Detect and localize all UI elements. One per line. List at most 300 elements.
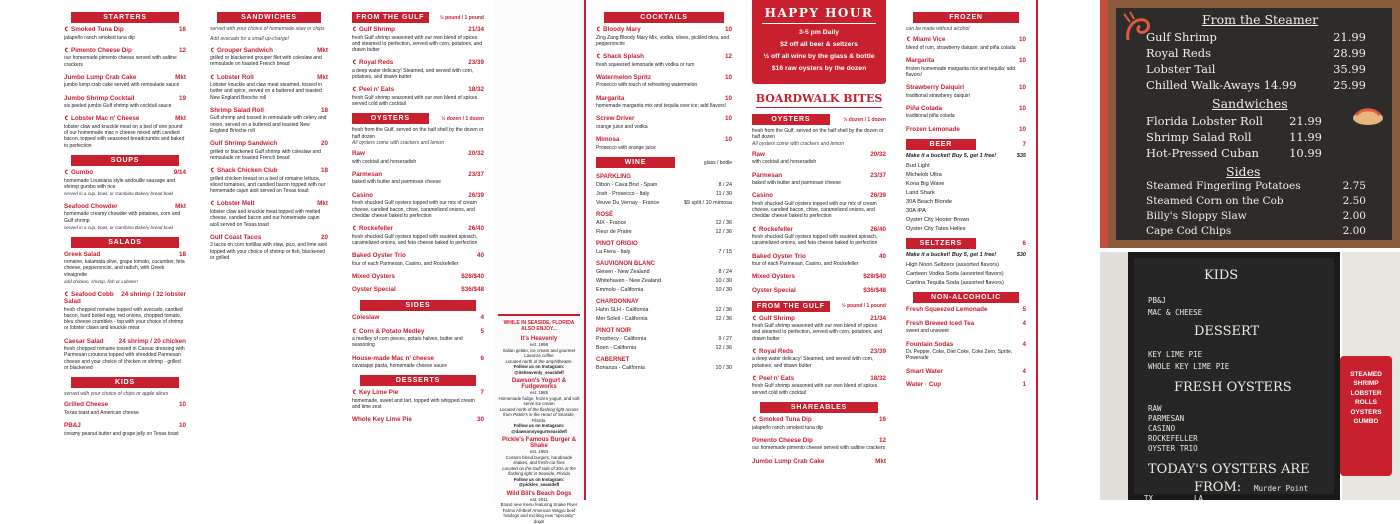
menu-item-name-text: Rockefeller	[759, 225, 793, 233]
beer-bucket-text: Make it a bucket! Buy 5, get 1 free!	[906, 153, 997, 160]
menu-item-name-text: PB&J	[64, 422, 81, 430]
chalk-item: Hot-Pressed Cuban	[1146, 146, 1259, 160]
shrimp-icon	[352, 86, 357, 92]
menu-item-price: Mkt	[875, 457, 886, 465]
beer-list-item: Michelob Ultra	[906, 172, 942, 179]
wine-name: Emmolo - California	[596, 287, 644, 294]
menu-item-name-text: Key Lime Pie	[359, 389, 399, 397]
seaside-shop-ig: Follow us on Instagram: @pickles_seasidefl	[513, 476, 565, 487]
menu-item-price: 18	[178, 250, 186, 258]
menu-item	[906, 105, 1026, 120]
seaside-shop-ig: Follow us on Instagram: @itsheavenly_seasidefl	[513, 364, 565, 375]
sides-heading: Sides	[1226, 164, 1261, 179]
menu-item-row	[64, 26, 186, 34]
menu-item-name-text: Grouper Sandwich	[217, 46, 273, 54]
menu-item-row	[64, 251, 186, 259]
menu-item-price: 4	[480, 313, 484, 321]
happy-hour-divider	[762, 23, 876, 24]
menu-item-description: Gulf shrimp and tossed in remoulade with celery and onion, served on a buttered and toasted New England Brioche roll	[210, 115, 327, 134]
seaside-shop-desc: Italian gelato, ice cream and gourmet Lavazza coffee	[502, 347, 576, 358]
menu-item	[352, 314, 484, 322]
menu-item-row	[210, 107, 328, 115]
menu-item-name-text: Pimento Cheese Dip	[752, 436, 813, 444]
menu-item-name	[64, 47, 132, 55]
menu-item-price: 12	[878, 436, 886, 444]
menu-item-name	[752, 151, 765, 159]
board-text: OYSTER TRIO	[1148, 444, 1198, 453]
sandwiches-list	[200, 0, 338, 261]
menu-item-name-text: Shack Splash	[603, 53, 644, 61]
section-note: ½ pound / 1 pound	[841, 303, 886, 310]
board-text: CASINO	[1148, 424, 1176, 433]
beer-list-item: Kona Big Wave	[906, 181, 945, 188]
menu-item-name	[906, 57, 934, 65]
chalk-item: Steamed Fingerling Potatoes	[1146, 180, 1301, 192]
menu-item-row	[352, 59, 484, 67]
menu-item-row	[906, 320, 1026, 328]
menu-item-row	[352, 286, 484, 294]
menu-item-name-text: Margarita	[596, 94, 625, 102]
menu-item	[752, 375, 886, 396]
chalkboard-photo	[1100, 0, 1400, 248]
section-header: SALADS	[71, 237, 178, 248]
menu-item-description: a medley of corn pieces, potato halves, butter and seasoning	[352, 336, 463, 349]
menu-item-name	[210, 234, 261, 242]
menu-item-price: 26/39	[870, 192, 886, 200]
menu-item-price: 26/39	[468, 191, 484, 199]
board-text: LA	[1194, 494, 1204, 503]
wine-row	[596, 336, 732, 342]
menu-item-row	[906, 341, 1026, 349]
wine-price: 12 / 36	[715, 220, 732, 227]
beer-list-item: Oyster City Hooter Brown	[906, 217, 970, 224]
menu-item-name-text: Smart Water	[906, 367, 943, 375]
chalk-price: 11.99	[1289, 130, 1322, 144]
red-sign	[1340, 356, 1392, 476]
board-text: KIDS	[1204, 268, 1239, 283]
menu-item-name-text: Coleslaw	[352, 313, 380, 321]
board-text: DESSERT	[1194, 324, 1260, 339]
menu-item-description: four of each Parmesan, Casino, and Rockefeller	[352, 260, 459, 267]
drinks-list	[896, 0, 1036, 389]
section-header-row	[352, 12, 484, 23]
menu-item-name	[752, 375, 794, 383]
menu-item-name-text: Miami Vice	[913, 36, 946, 44]
menu-item-name-text: Royal Reds	[359, 59, 394, 67]
wine-price: 12 / 36	[715, 307, 732, 314]
seaside-shop-loc: Located north of the amphitheater.	[505, 358, 573, 364]
section-header: SHAREABLES	[760, 402, 878, 413]
menu-item-name	[596, 53, 644, 61]
menu-item-name	[906, 368, 943, 376]
menu-item	[752, 226, 886, 247]
seaside-shop-est: est. 1998	[529, 342, 549, 347]
menu-item-price: 10	[724, 136, 732, 144]
menu-item-row	[64, 95, 186, 103]
menu-item-name-text: Strawberry Daiquiri	[906, 84, 965, 92]
menu-item-name-text: Casino	[752, 192, 773, 200]
menu-item	[906, 84, 1026, 99]
menu-item-row	[352, 273, 484, 281]
panel-gap	[1038, 0, 1098, 500]
menu-item-description: fresh Gulf shrimp seasoned with our own blend of spices served cold with cocktail	[752, 383, 878, 396]
boardwalk-divider	[756, 107, 882, 108]
menu-item-description: homemade, sweet and tart, topped with whipped cream and lime zest	[352, 397, 475, 411]
menu-item	[210, 234, 328, 261]
menu-item-name	[752, 172, 782, 180]
section-header: SANDWICHES	[217, 12, 321, 23]
menu-item-name-text: Raw	[352, 150, 365, 158]
chalk-price: 25.99	[1333, 78, 1366, 92]
menu-item	[352, 171, 484, 186]
oysters-note: All oysters come with crackers and lemon	[352, 139, 444, 146]
menu-item-price: Mkt	[317, 46, 328, 54]
menu-item-name-text: Fountain Sodas	[906, 340, 954, 348]
menu-item	[752, 458, 886, 466]
menu-item	[352, 286, 484, 294]
menu-item-price: 40	[878, 252, 886, 260]
menu-item-name	[210, 167, 278, 175]
menu-item-price: $36/$48	[461, 286, 484, 294]
menu-item-row	[596, 53, 732, 61]
menu-item-description: Texas toast and American cheese	[64, 410, 139, 417]
menu-item-description: orange juice and vodka	[596, 123, 648, 130]
menu-item-description: Prosecco with touch of refreshing watermelon	[596, 82, 698, 89]
wine-name: Mer Soleil - California	[596, 316, 648, 323]
avocado-note: Add avocado for a small up-charge!	[210, 36, 289, 43]
seaside-shop-est: est. 1993	[529, 449, 549, 454]
menu-item-description: traditional strawberry daiquiri	[906, 92, 970, 99]
menu-column-seaside	[494, 0, 584, 524]
menu-item-name	[906, 126, 960, 134]
shrimp-icon	[906, 36, 911, 42]
menu-item-price: 18	[320, 106, 328, 114]
menu-item-description: Zing Zang Bloody Mary Mix, vodka, olives, pickled okra, and pepperoncini	[596, 34, 730, 47]
menu-item-name	[210, 74, 254, 82]
menu-item-name	[596, 26, 641, 34]
menu-item-name-text: Jumbo Shrimp Cocktail	[64, 94, 135, 102]
menu-item-name-text: Oyster Special	[352, 286, 396, 294]
menu-item-name	[752, 437, 813, 445]
menu-item-row	[752, 226, 886, 234]
menu-item-price: 21/34	[468, 26, 484, 33]
menu-column-sandwiches	[200, 0, 338, 500]
sign-text: ROLLS	[1354, 399, 1378, 407]
menu-item-description: jumbo lump crab cake served with remoulade sauce	[64, 82, 180, 89]
menu-item-name	[752, 226, 793, 234]
menu-item-name	[64, 338, 104, 346]
section-header: NON-ALCOHOLIC	[913, 292, 1019, 303]
sandwich-note: served with your choice of homemade slaw or chips	[210, 26, 325, 32]
menu-item-description: traditional piña colada	[906, 113, 955, 120]
menu-item-name	[906, 84, 964, 92]
shrimp-icon	[210, 200, 215, 206]
menu-item-description: a deep water delicacy! Steamed, and served with corn, potatoes, and drawn butter	[352, 67, 474, 81]
menu-item-price: 4	[1022, 340, 1026, 348]
menu-item-name	[906, 381, 941, 389]
menu-item-row	[352, 150, 484, 158]
menu-item-name	[906, 306, 988, 314]
menu-column-starters	[0, 0, 196, 500]
menu-item-price: $28/$40	[863, 273, 886, 281]
seaside-shop-desc: Homemade fudge, frozen yogurt, and soft serve ice cream	[498, 395, 580, 406]
sign-text: OYSTERS	[1350, 408, 1382, 416]
menu-item-name	[906, 320, 974, 328]
menu-item-name	[210, 47, 273, 55]
menu-item-price: 40	[476, 252, 484, 260]
menu-item	[596, 74, 732, 89]
wine-name: Prophecy - California	[596, 336, 647, 343]
menu-item-name	[352, 86, 394, 94]
menu-item-price: 18/32	[870, 374, 886, 382]
menu-item-row	[906, 306, 1026, 314]
menu-item-row	[352, 252, 484, 260]
menu-item-row	[352, 171, 484, 179]
menu-item-name	[596, 136, 619, 144]
menu-item-row	[596, 26, 732, 34]
menu-item-name-text: Fresh Squeezed Lemonade	[906, 306, 988, 314]
menu-item-name-text: Pimento Cheese Dip	[71, 46, 132, 54]
shrimp-icon	[352, 225, 357, 231]
menu-item	[752, 172, 886, 187]
oysters-description: fresh from the Gulf, served on the half shell by the dozen or half dozen	[352, 127, 484, 140]
menu-column-drinks	[896, 0, 1038, 500]
menu-item	[906, 126, 1026, 134]
section-header-row	[906, 238, 1026, 249]
menu-item	[352, 389, 484, 410]
menu-item-note: add chicken, shrimp, fish or Lobster!	[64, 278, 138, 284]
wine-group-name: ROSÉ	[596, 212, 614, 219]
menu-item-row	[64, 422, 186, 430]
shrimp-icon	[752, 416, 757, 422]
menu-item-name	[64, 95, 134, 103]
board-text: TX	[1144, 494, 1154, 503]
menu-item	[906, 36, 1026, 51]
menu-item	[596, 136, 732, 151]
kids-board-photo	[1100, 252, 1400, 503]
chalk-item: Royal Reds	[1146, 46, 1211, 60]
menu-item-row	[906, 381, 1026, 389]
menu-item-name	[352, 389, 398, 397]
menu-item-description: fresh shucked Gulf oysters topped with our mix of cream cheese, candied bacon, chive, caramelized onions, and cheddar cheese baked to perfection	[352, 200, 477, 219]
menu-item-description: sweet and unsweet	[906, 328, 949, 335]
menu-item-description: homemade creamy chowder with potatoes, corn and Gulf shrimp	[64, 211, 181, 224]
menu-item-name	[64, 203, 118, 211]
seaside-shop-est: est. 1985	[529, 390, 549, 395]
menu-item-name	[752, 273, 795, 281]
menu-item	[906, 341, 1026, 362]
shrimp-icon	[64, 169, 69, 175]
menu-item	[210, 47, 328, 68]
menu-item-name	[352, 328, 424, 336]
menu-item-price: 24 shrimp / 20 chicken	[118, 337, 186, 345]
menu-item	[752, 192, 886, 219]
chalkboard	[1108, 0, 1400, 248]
menu-item-name-text: Jumbo Lump Crab Cake	[752, 457, 825, 465]
beer-list-item: 30A Beach Blonde	[906, 199, 953, 206]
menu-item-row	[352, 86, 484, 94]
menu-item-description: with cocktail and horseradish	[352, 158, 417, 165]
menu-item-name	[352, 416, 412, 424]
seaside-shop-est: est. 2011	[530, 496, 548, 502]
menu-item-name	[906, 105, 942, 113]
happy-hour-box	[752, 0, 886, 84]
menu-item-price: 19	[178, 94, 186, 102]
shrimp-icon	[210, 74, 215, 80]
menu-item-name	[752, 416, 812, 424]
menu-item-name	[210, 140, 277, 148]
wine-row	[596, 316, 732, 322]
section-header: KIDS	[71, 377, 178, 388]
menu-item-row	[352, 416, 484, 424]
menu-item	[210, 107, 328, 134]
seaside-shop-name: Dawson's Yogurt & Fudgeworks	[511, 378, 567, 390]
sign-text: SHRIMP	[1353, 380, 1379, 388]
menu-item	[64, 74, 186, 89]
wine-price: 8 / 24	[718, 269, 732, 276]
menu-item-name-text: Peel n' Eats	[759, 374, 795, 382]
boardwalk-bites-title: BOARDWALK BITES	[755, 92, 883, 105]
menu-item	[352, 416, 484, 424]
menu-item-row	[596, 136, 732, 144]
menu-item	[596, 26, 732, 47]
seaside-shop-ig: Follow us on Instagram: @dawsonsyogurtseasidefl	[511, 423, 567, 434]
menu-item-row	[906, 126, 1026, 134]
menu-item-description: with cocktail and horseradish	[752, 159, 817, 166]
menu-item	[352, 252, 484, 267]
menu-item	[906, 320, 1026, 335]
menu-item-name-text: Fresh Brewed Iced Tea	[906, 319, 975, 327]
menu-item-price: 23/37	[870, 171, 886, 179]
menu-item-name	[64, 251, 100, 259]
wine-price: 11 / 30	[715, 191, 732, 198]
menu-item-name-text: Margarita	[906, 57, 935, 65]
menu-item-name	[352, 314, 379, 322]
seltzers-price: 6	[1022, 240, 1026, 248]
menu-item-row	[352, 26, 484, 34]
menu-item	[64, 115, 186, 149]
wine-group-name: SAUVIGNON BLANC	[596, 261, 656, 268]
menu-item-price: 10	[724, 73, 732, 81]
wine-group-name: CABERNET	[596, 357, 630, 364]
section-header-row	[352, 113, 484, 124]
chalk-price: 21.99	[1333, 30, 1366, 44]
seltzers-list	[906, 262, 1026, 286]
menu-item-price: 21/34	[870, 314, 886, 322]
menu-item-description: four of each Parmesan, Casino, and Rockefeller	[752, 261, 859, 268]
sign-text: GUMBO	[1353, 418, 1379, 426]
menu-item	[596, 115, 732, 130]
wine-name: Whitehaven - New Zealand	[596, 278, 662, 285]
menu-item-description: blend of rum, strawberry daiquiri, and piña colada	[906, 44, 1016, 51]
menu-item	[64, 422, 186, 437]
menu-item-name-text: Jumbo Lump Crab Cake	[64, 73, 137, 81]
menu-item	[352, 355, 484, 370]
menu-item-row	[210, 140, 328, 148]
wine-name: Hahn SLH - California	[596, 307, 649, 314]
menu-item	[64, 338, 186, 372]
chalk-price: 28.99	[1333, 46, 1366, 60]
menu-item-name-text: Lobster Roll	[217, 73, 254, 81]
menu-item	[352, 59, 484, 80]
wine-row	[596, 249, 732, 255]
menu-item	[752, 287, 886, 295]
menu-item-price: Mkt	[175, 115, 186, 123]
menu-item-row	[906, 84, 1026, 92]
menu-item-row	[596, 115, 732, 123]
wine-row	[596, 287, 732, 293]
menu-item-row	[64, 74, 186, 82]
menu-item-row	[752, 172, 886, 180]
menu-column-gulf	[342, 0, 494, 500]
menu-item-name-text: Mimosa	[596, 136, 620, 144]
menu-item-name-text: Seafood Cobb Salad	[64, 290, 114, 306]
menu-item-name	[210, 200, 254, 208]
menu-item-name-text: Smoked Tuna Dip	[71, 26, 124, 33]
menu-item-row	[352, 225, 484, 233]
menu-item-name	[906, 36, 945, 44]
seltzers-bucket-text: Make it a bucket! Buy 5, get 1 free!	[906, 252, 997, 259]
menu-item-description: our homemade pimento cheese served with saltine crackers	[752, 445, 886, 452]
chalk-price: 35.99	[1333, 62, 1366, 76]
menu-item-row	[752, 315, 886, 323]
menu-item	[210, 140, 328, 161]
menu-item-row	[596, 95, 732, 103]
seaside-shop-name: Wild Bill's Beach Dogs	[506, 490, 572, 497]
menu-item-name	[352, 171, 382, 179]
menu-item-description: baked with butter and parmesan cheese	[352, 179, 441, 186]
menu-item-name-text: Seafood Chowder	[64, 202, 118, 210]
menu-item-price: 16	[878, 415, 886, 423]
menu-item-row	[64, 115, 186, 123]
menu-item-name-text: Piña Colada	[906, 104, 943, 112]
menu-item-name	[352, 26, 395, 34]
shrimp-icon	[596, 26, 601, 32]
shrimp-icon	[596, 53, 601, 59]
menu-item-name-text: Raw	[752, 150, 765, 158]
chalk-item: Billy's Sloppy Slaw	[1146, 210, 1247, 222]
menu-item-price: Mkt	[317, 200, 328, 208]
menu-item-row	[352, 355, 484, 363]
shrimp-icon	[64, 47, 69, 53]
menu-item-description: six peeled jumbo Gulf shrimp with cocktail sauce	[64, 103, 172, 110]
chalk-item: Lobster Tail	[1146, 62, 1216, 76]
menu-item-price: 4	[1022, 367, 1026, 375]
menu-item	[210, 74, 328, 101]
menu-item-description: Dr. Pepper, Coke, Diet Coke, Coke Zero, Sprite, Powerade	[906, 349, 1013, 362]
menu-item-description: a deep water delicacy! Steamed, and served with corn, potatoes, and drawn butter	[752, 356, 874, 369]
menu-item-row	[752, 437, 886, 445]
menu-item-price: 10	[724, 94, 732, 102]
menu-item-price: 12	[178, 46, 186, 54]
menu-item-name	[64, 169, 93, 177]
chalk-price: 2.50	[1342, 195, 1366, 207]
menu-item-name-text: Corn & Potato Medley	[359, 327, 425, 335]
menu-item-name	[906, 341, 953, 349]
menu-item-name-text: Greek Salad	[64, 250, 101, 258]
menu-item	[906, 381, 1026, 389]
menu-item	[906, 368, 1026, 376]
wine-name: La Fiera - Italy	[596, 249, 631, 256]
menu-item-note: served in a cup, bowl, or Gambino Bakery bread bowl	[64, 191, 174, 197]
menu-column-cocktails	[584, 0, 742, 500]
menu-item-row	[352, 328, 484, 336]
menu-item	[64, 47, 186, 68]
menu-item-price: 10	[1018, 84, 1026, 92]
menu-item-description: baked with butter and parmesan cheese	[752, 180, 841, 187]
menu-item-name	[596, 115, 635, 123]
shrimp-icon	[64, 291, 69, 297]
